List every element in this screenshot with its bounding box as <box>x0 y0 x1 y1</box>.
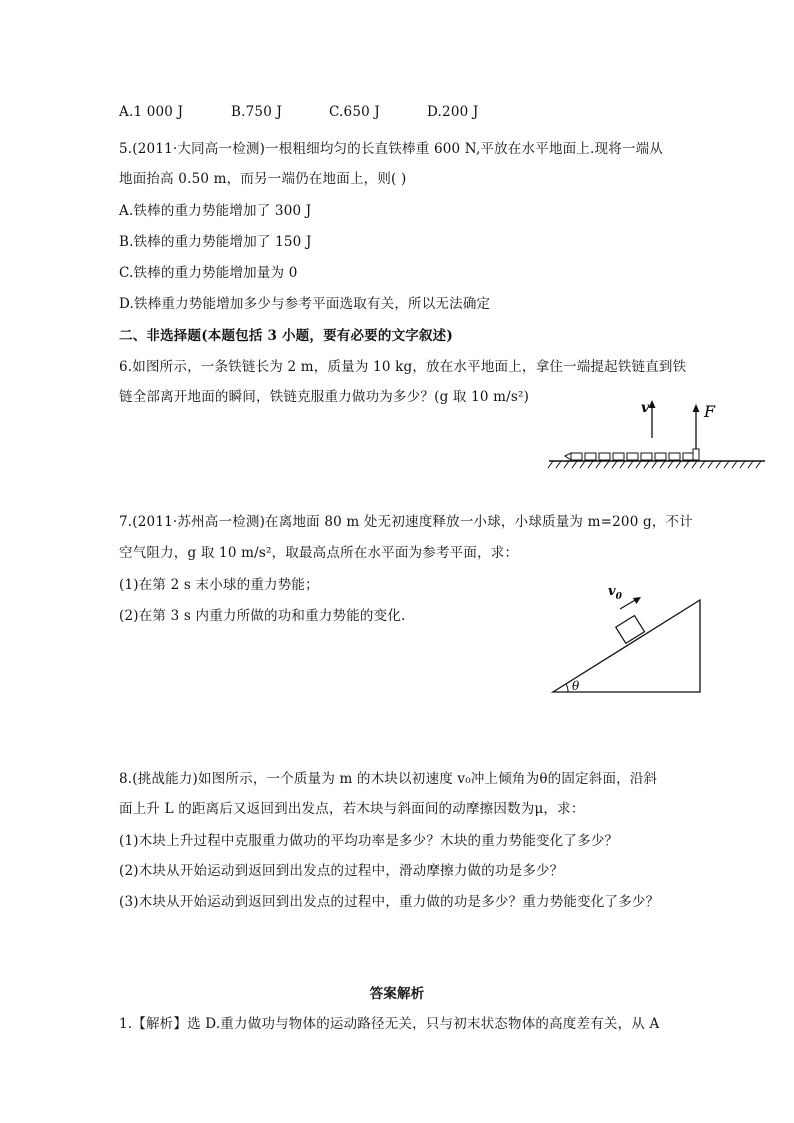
initial-velocity-arrow <box>620 599 637 609</box>
chain-figure <box>545 398 770 476</box>
ground-hatch <box>548 461 761 468</box>
initial-velocity-label: $v_0$ <box>608 584 622 602</box>
q5-option-d: D.铁棒重力势能增加多少与参考平面选取有关，所以无法确定 <box>119 296 491 312</box>
answer-1: 1.【解析】选 D.重力做功与物体的运动路径无关，只与初末状态物体的高度差有关，从 A <box>119 1016 660 1032</box>
q7-line1: 7.(2011·苏州高一检测)在离地面 80 m 处无初速度释放一小球，小球质量为 m=200 g，不计 <box>119 514 693 530</box>
q8-sub1: (1)木块上升过程中克服重力做功的平均功率是多少？木块的重力势能变化了多少？ <box>119 833 619 849</box>
answer-heading: 答案解析 <box>369 986 425 1002</box>
q6-line1: 6.如图所示，一条铁链长为 2 m，质量为 10 kg，放在水平地面上，拿住一端提起铁链直到铁 <box>119 359 687 375</box>
q7-line2: 空气阻力，g 取 10 m/s²，取最高点所在水平面为参考平面，求： <box>119 545 519 561</box>
q4-option-b: B.750 J <box>231 104 283 120</box>
q4-option-a: A.1 000 J <box>119 104 184 120</box>
q6-line2: 链全部离开地面的瞬间，铁链克服重力做功为多少？(g 取 10 m/s²) <box>119 389 530 405</box>
section2-heading: 二、非选择题(本题包括 3 小题，要有必要的文字叙述) <box>119 328 453 344</box>
q8-sub2: (2)木块从开始运动到返回到出发点的过程中，滑动摩擦力做的功是多少？ <box>119 863 564 879</box>
force-label: F <box>704 402 716 421</box>
q5-line2: 地面抬高 0.50 m，而另一端仍在地面上，则( ) <box>119 171 407 187</box>
q4-option-c: C.650 J <box>329 104 381 120</box>
q4-options <box>119 104 479 120</box>
velocity-arrowhead <box>649 400 656 408</box>
q7-sub2: (2)在第 3 s 内重力所做的功和重力势能的变化. <box>119 608 406 624</box>
q8-line1: 8.(挑战能力)如图所示，一个质量为 m 的木块以初速度 v₀冲上倾角为θ的固定斜面，沿斜 <box>119 771 658 787</box>
q7-sub1: (1)在第 2 s 末小球的重力势能； <box>119 577 319 593</box>
q4-option-d: D.200 J <box>427 104 479 120</box>
force-arrowhead <box>693 404 700 412</box>
q8-line2: 面上升 L 的距离后又返回到出发点，若木块与斜面间的动摩擦因数为μ，求： <box>119 801 585 817</box>
incline-figure <box>548 582 708 698</box>
q5-line1: 5.(2011·大同高一检测)一根粗细均匀的长直铁棒重 600 N,平放在水平地面上.现将一端从 <box>119 141 664 157</box>
chain <box>565 449 699 460</box>
q8-sub3: (3)木块从开始运动到返回到出发点的过程中，重力做的功是多少？重力势能变化了多少？ <box>119 894 660 910</box>
q5-option-a: A.铁棒的重力势能增加了 300 J <box>119 203 312 219</box>
velocity-label: v <box>641 400 650 416</box>
block <box>616 616 645 644</box>
q5-option-b: B.铁棒的重力势能增加了 150 J <box>119 234 312 250</box>
q5-option-c: C.铁棒的重力势能增加量为 0 <box>119 265 298 281</box>
angle-label: θ <box>572 679 580 693</box>
angle-arc <box>566 684 568 692</box>
